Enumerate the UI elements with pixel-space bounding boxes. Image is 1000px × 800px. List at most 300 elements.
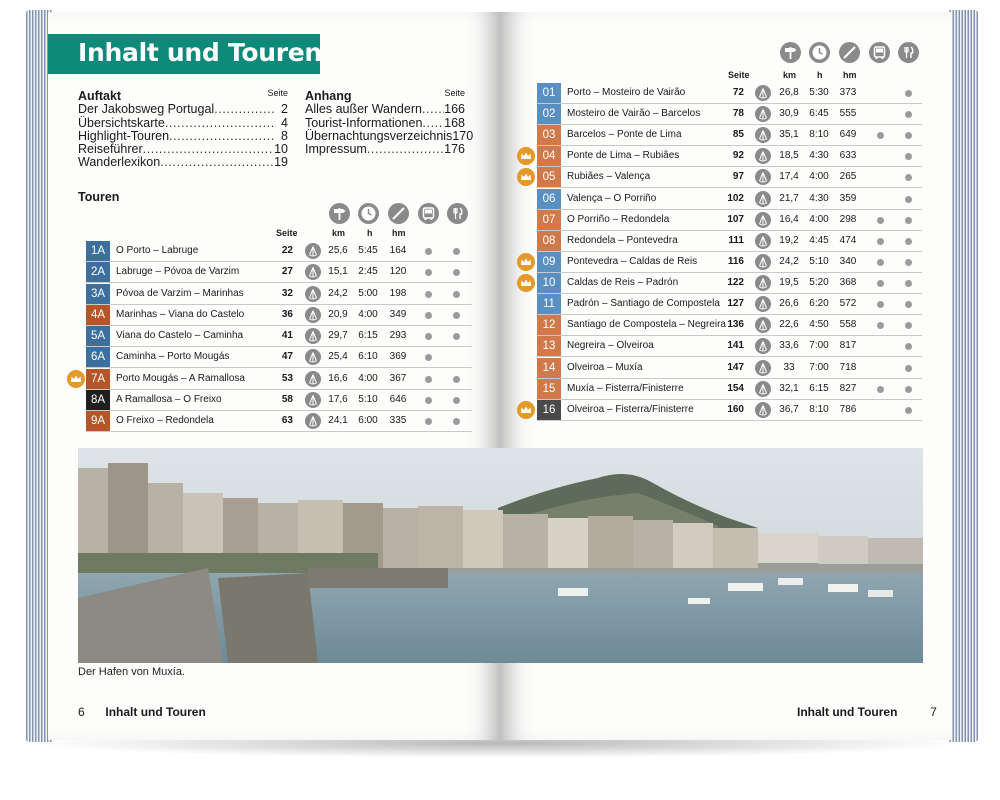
shell-icon	[305, 371, 321, 387]
bus-available-dot	[425, 333, 432, 340]
tour-hm: 474	[839, 234, 857, 246]
shell-icon	[755, 191, 771, 207]
bus-available-dot	[425, 291, 432, 298]
page-title: Inhalt und Touren	[78, 38, 322, 67]
tour-row	[86, 284, 472, 305]
tour-number: 05	[537, 167, 561, 187]
footer-left-page: 6	[78, 705, 85, 719]
tour-page: 27	[281, 266, 293, 278]
tour-page: 136	[727, 319, 744, 331]
right-col-hm: hm	[843, 70, 857, 80]
tour-hm: 120	[389, 266, 407, 278]
tour-km: 19,2	[779, 234, 799, 246]
tour-name: Muxía – Fisterra/Finisterre	[567, 382, 684, 394]
tour-h: 5:45	[358, 245, 378, 256]
tour-hm: 367	[389, 372, 407, 384]
bus-available-dot	[877, 259, 884, 266]
tour-number: 5A	[86, 326, 110, 346]
food-available-dot	[453, 312, 460, 319]
bus-icon	[869, 42, 890, 63]
tour-km: 25,6	[328, 245, 348, 256]
food-available-dot	[905, 365, 912, 372]
tour-row	[537, 167, 922, 188]
tour-row	[537, 400, 922, 421]
tour-hm: 373	[839, 87, 857, 98]
tour-name: Mosteiro de Vairão – Barcelos	[567, 108, 701, 120]
tour-hm: 293	[389, 330, 407, 341]
restaurant-icon	[447, 203, 468, 224]
shell-icon	[755, 148, 771, 164]
toc-item-label: Der Jakobsweg Portugal	[78, 102, 215, 117]
tour-name: Póvoa de Varzim – Marinhas	[116, 287, 244, 299]
highlight-crown-icon	[517, 253, 535, 271]
toc-anhang-item	[305, 117, 465, 130]
left-col-hm: hm	[392, 228, 406, 238]
bus-available-dot	[877, 132, 884, 139]
tour-page: 141	[727, 340, 744, 352]
tour-row	[537, 104, 922, 125]
toc-leader-dots	[214, 103, 276, 116]
food-available-dot	[905, 238, 912, 245]
tour-hm: 369	[389, 351, 407, 363]
tour-h: 8:10	[809, 129, 829, 141]
tour-hm: 335	[389, 415, 407, 426]
tour-name: Valença – O Porriño	[567, 192, 657, 204]
shell-icon	[755, 127, 771, 143]
tour-page: 22	[281, 245, 293, 256]
bus-available-dot	[425, 269, 432, 276]
tour-h: 6:15	[809, 382, 829, 394]
touren-heading: Touren	[78, 190, 120, 204]
tour-name: Caldas de Reis – Padrón	[567, 277, 679, 289]
tour-hm: 817	[839, 340, 857, 352]
toc-anhang	[305, 88, 474, 157]
left-col-seite: Seite	[276, 228, 298, 238]
tour-hm: 558	[839, 319, 857, 331]
shell-icon	[755, 381, 771, 397]
tour-km: 16,6	[328, 372, 348, 384]
tour-name: Redondela – Pontevedra	[567, 234, 678, 246]
tour-page: 127	[727, 298, 744, 310]
tour-hm: 718	[839, 361, 857, 373]
tour-number: 12	[537, 315, 561, 335]
tour-row	[86, 411, 472, 432]
tour-h: 4:00	[809, 213, 829, 225]
tour-h: 4:45	[809, 234, 829, 246]
toc-item-page: 2	[281, 102, 288, 117]
tour-row	[86, 262, 472, 283]
tour-km: 16,4	[779, 213, 799, 225]
tour-hm: 164	[389, 245, 407, 256]
tour-h: 4:30	[809, 192, 829, 204]
tour-km: 19,5	[779, 277, 799, 289]
tour-row	[537, 273, 922, 294]
bus-available-dot	[425, 312, 432, 319]
highlight-crown-icon	[67, 370, 85, 388]
tour-page: 63	[281, 415, 293, 426]
tour-row	[86, 241, 472, 262]
tour-number: 7A	[86, 369, 110, 389]
tour-h: 7:00	[809, 361, 829, 373]
left-col-km: km	[332, 228, 346, 238]
tour-page: 116	[727, 255, 744, 267]
tour-row	[537, 231, 922, 252]
food-available-dot	[905, 196, 912, 203]
tour-page: 36	[281, 308, 293, 320]
food-available-dot	[453, 333, 460, 340]
tour-km: 18,5	[779, 150, 799, 162]
toc-item-page: 170	[452, 128, 474, 143]
footer-left	[78, 705, 206, 719]
tour-row	[86, 390, 472, 411]
tour-row	[86, 347, 472, 368]
footer-right-title: Inhalt und Touren	[797, 705, 898, 719]
tour-number: 03	[537, 125, 561, 145]
food-available-dot	[453, 418, 460, 425]
tour-h: 6:20	[809, 298, 829, 310]
tour-page: 147	[727, 361, 744, 373]
tour-number: 16	[537, 400, 561, 420]
tour-km: 15,1	[328, 266, 348, 278]
left-col-h: h	[367, 228, 373, 238]
tour-km: 26,6	[779, 298, 799, 310]
toc-item-label: Reiseführer	[78, 142, 143, 157]
shell-icon	[755, 212, 771, 228]
tour-page: 111	[728, 234, 744, 246]
tour-km: 29,7	[328, 330, 348, 341]
tour-km: 17,4	[779, 171, 799, 183]
food-available-dot	[905, 153, 912, 160]
right-col-seite: Seite	[728, 70, 750, 80]
tour-h: 5:10	[809, 255, 829, 267]
highlight-crown-icon	[517, 401, 535, 419]
toc-item-page: 166	[444, 102, 465, 117]
toc-item-label: Impressum	[305, 142, 367, 157]
shell-icon	[305, 349, 321, 365]
tour-number: 08	[537, 231, 561, 251]
tour-km: 33,6	[779, 340, 799, 352]
tour-page: 107	[727, 213, 744, 225]
tour-page: 102	[727, 192, 744, 204]
tour-row	[537, 252, 922, 273]
footer-right	[797, 705, 937, 719]
tour-page: 58	[281, 393, 293, 405]
food-available-dot	[905, 132, 912, 139]
tour-h: 8:10	[809, 403, 829, 415]
tour-km: 21,7	[779, 192, 799, 204]
tour-name: Padrón – Santiago de Compostela	[567, 298, 720, 310]
toc-item-label: Wanderlexikon	[78, 155, 161, 170]
tour-km: 24,2	[779, 255, 799, 267]
tour-number: 1A	[86, 241, 110, 261]
shell-icon	[305, 307, 321, 323]
tour-h: 5:10	[358, 393, 378, 405]
bus-available-dot	[425, 418, 432, 425]
toc-auftakt-item	[78, 156, 288, 169]
tour-hm: 349	[389, 308, 407, 320]
toc-item-page: 4	[281, 115, 288, 130]
toc-auftakt-heading: Auftakt	[78, 89, 122, 103]
food-available-dot	[905, 259, 912, 266]
toc-item-page: 168	[444, 115, 465, 130]
tour-hm: 827	[839, 382, 857, 394]
signpost-icon	[780, 42, 801, 63]
toc-leader-dots	[165, 117, 276, 130]
tour-number: 6A	[86, 347, 110, 367]
toc-auftakt-item	[78, 103, 288, 116]
tour-h: 7:00	[809, 340, 829, 352]
tour-number: 14	[537, 358, 561, 378]
tour-page: 85	[732, 129, 744, 141]
tour-page: 41	[281, 330, 293, 341]
tour-name: Rubiães – Valença	[567, 171, 651, 183]
tour-hm: 786	[839, 403, 857, 415]
tour-km: 32,1	[779, 382, 799, 394]
tour-number: 4A	[86, 305, 110, 325]
tour-name: Porto – Mosteiro de Vairão	[567, 87, 686, 98]
toc-auftakt-item	[78, 130, 288, 143]
tour-hm: 368	[839, 277, 857, 289]
right-col-h: h	[817, 70, 823, 80]
shell-icon	[755, 169, 771, 185]
bus-available-dot	[877, 280, 884, 287]
tour-row	[537, 146, 922, 167]
tour-name: Marinhas – Viana do Castelo	[116, 308, 245, 320]
toc-leader-dots	[367, 143, 444, 156]
shell-icon	[755, 360, 771, 376]
food-available-dot	[453, 397, 460, 404]
signpost-icon	[329, 203, 350, 224]
tour-h: 2:45	[358, 266, 378, 278]
tour-number: 04	[537, 146, 561, 166]
toc-anhang-heading: Anhang	[305, 89, 352, 103]
bus-available-dot	[877, 238, 884, 245]
food-available-dot	[453, 248, 460, 255]
tour-km: 26,8	[779, 87, 799, 98]
tour-h: 6:15	[358, 330, 378, 341]
shell-icon	[755, 233, 771, 249]
slope-icon	[839, 42, 860, 63]
tour-row	[86, 369, 472, 390]
toc-item-page: 8	[281, 128, 288, 143]
tour-page: 53	[281, 372, 293, 384]
food-available-dot	[905, 386, 912, 393]
tour-hm: 649	[839, 129, 857, 141]
food-available-dot	[905, 90, 912, 97]
tour-page: 154	[727, 382, 744, 394]
tour-row	[537, 210, 922, 231]
shell-icon	[305, 328, 321, 344]
tour-h: 6:00	[358, 415, 378, 426]
food-available-dot	[453, 376, 460, 383]
tour-row	[537, 315, 922, 336]
tour-number: 3A	[86, 284, 110, 304]
toc-anhang-item	[305, 128, 474, 143]
tour-page: 97	[732, 171, 744, 183]
tour-page: 78	[732, 108, 744, 120]
food-available-dot	[905, 111, 912, 118]
tour-row	[537, 336, 922, 357]
tour-name: Pontevedra – Caldas de Reis	[567, 255, 698, 267]
bus-available-dot	[425, 376, 432, 383]
tour-name: O Porriño – Redondela	[567, 213, 670, 225]
tour-page: 72	[732, 87, 744, 98]
toc-item-label: Highlight-Touren	[78, 128, 170, 143]
food-available-dot	[905, 174, 912, 181]
toc-item-page: 176	[444, 142, 465, 157]
shell-icon	[755, 254, 771, 270]
tour-name: Viana do Castelo – Caminha	[116, 330, 244, 341]
tour-name: Olveiroa – Muxía	[567, 361, 643, 373]
tour-h: 4:00	[358, 308, 378, 320]
tour-km: 33	[783, 361, 795, 373]
tour-row	[537, 358, 922, 379]
tour-km: 36,7	[779, 403, 799, 415]
food-available-dot	[905, 280, 912, 287]
toc-leader-dots	[160, 156, 274, 169]
toc-item-label: Alles außer Wandern	[305, 102, 422, 117]
tour-name: Olveiroa – Fisterra/Finisterre	[567, 403, 694, 415]
food-available-dot	[905, 322, 912, 329]
tour-km: 25,4	[328, 351, 348, 363]
tour-h: 4:50	[809, 319, 829, 331]
tour-name: Ponte de Lima – Rubiães	[567, 150, 680, 162]
shell-icon	[755, 338, 771, 354]
tour-name: Labruge – Póvoa de Varzim	[116, 266, 240, 278]
toc-anhang-item	[305, 143, 465, 156]
toc-item-label: Tourist-Informationen	[305, 115, 423, 130]
shell-icon	[755, 317, 771, 333]
tour-km: 17,6	[328, 393, 348, 405]
food-available-dot	[453, 291, 460, 298]
tour-h: 4:30	[809, 150, 829, 162]
toc-leader-dots	[422, 103, 444, 116]
shell-icon	[755, 106, 771, 122]
tour-page: 32	[281, 287, 293, 299]
bus-available-dot	[877, 217, 884, 224]
footer-left-title: Inhalt und Touren	[105, 705, 206, 719]
tour-name: Santiago de Compostela – Negreira	[567, 319, 726, 331]
bus-available-dot	[877, 386, 884, 393]
tour-km: 22,6	[779, 319, 799, 331]
tour-km: 24,1	[328, 415, 348, 426]
toc-anhang-seite-label: Seite	[444, 88, 465, 98]
tour-hm: 359	[839, 192, 857, 204]
tour-hm: 198	[389, 287, 407, 299]
clock-icon	[358, 203, 379, 224]
shell-icon	[305, 392, 321, 408]
tour-h: 4:00	[809, 171, 829, 183]
toc-item-page: 19	[274, 155, 288, 170]
shell-icon	[755, 275, 771, 291]
tour-page: 47	[281, 351, 293, 363]
bus-icon	[418, 203, 439, 224]
highlight-crown-icon	[517, 168, 535, 186]
tour-row	[537, 125, 922, 146]
tour-hm: 340	[839, 255, 857, 267]
highlight-crown-icon	[517, 274, 535, 292]
tour-km: 35,1	[779, 129, 799, 141]
tour-number: 07	[537, 210, 561, 230]
tour-h: 6:45	[809, 108, 829, 120]
tour-name: Porto Mougás – A Ramallosa	[116, 372, 245, 384]
tour-number: 11	[537, 294, 561, 314]
slope-icon	[388, 203, 409, 224]
tour-hm: 298	[839, 213, 857, 225]
toc-auftakt-item	[78, 117, 288, 130]
tour-h: 6:10	[358, 351, 378, 363]
toc-leader-dots	[169, 130, 276, 143]
restaurant-icon	[898, 42, 919, 63]
tour-h: 5:00	[358, 287, 378, 299]
shell-icon	[305, 243, 321, 259]
harbor-photo	[78, 448, 923, 663]
tour-hm: 572	[839, 298, 857, 310]
tour-number: 10	[537, 273, 561, 293]
right-col-km: km	[783, 70, 797, 80]
bus-available-dot	[425, 248, 432, 255]
tour-row	[537, 189, 922, 210]
tour-number: 09	[537, 252, 561, 272]
toc-item-label: Übernachtungsverzeichnis	[305, 128, 453, 143]
tour-km: 24,2	[328, 287, 348, 299]
food-available-dot	[453, 269, 460, 276]
tour-h: 4:00	[358, 372, 378, 384]
tour-number: 15	[537, 379, 561, 399]
tour-number: 8A	[86, 390, 110, 410]
tour-row	[86, 326, 472, 347]
food-available-dot	[905, 407, 912, 414]
toc-item-label: Übersichtskarte	[78, 115, 165, 130]
tour-name: Negreira – Olveiroa	[567, 340, 654, 352]
tour-h: 5:30	[809, 87, 829, 98]
bus-available-dot	[877, 322, 884, 329]
shell-icon	[305, 264, 321, 280]
tour-hm: 265	[839, 171, 857, 183]
shell-icon	[305, 413, 321, 429]
food-available-dot	[905, 301, 912, 308]
tour-row	[86, 305, 472, 326]
tour-page: 160	[727, 403, 744, 415]
tour-number: 9A	[86, 411, 110, 431]
photo-caption: Der Hafen von Muxía.	[78, 666, 185, 678]
tour-km: 20,9	[328, 308, 348, 320]
clock-icon	[809, 42, 830, 63]
tour-number: 2A	[86, 262, 110, 282]
tour-hm: 633	[839, 150, 857, 162]
tour-km: 30,9	[779, 108, 799, 120]
tour-h: 5:20	[809, 277, 829, 289]
food-available-dot	[905, 217, 912, 224]
footer-right-page: 7	[930, 705, 937, 719]
tour-name: O Porto – Labruge	[116, 245, 199, 256]
toc-auftakt-item	[78, 143, 288, 156]
tour-page: 122	[727, 277, 744, 289]
tour-number: 06	[537, 189, 561, 209]
shell-icon	[755, 402, 771, 418]
toc-auftakt-seite-label: Seite	[267, 88, 288, 98]
bus-available-dot	[877, 301, 884, 308]
bus-available-dot	[425, 397, 432, 404]
bus-available-dot	[425, 354, 432, 361]
toc-auftakt	[78, 90, 288, 170]
tour-hm: 646	[389, 393, 407, 405]
tour-name: Caminha – Porto Mougás	[116, 351, 230, 363]
tour-row	[537, 294, 922, 315]
toc-item-page: 10	[274, 142, 288, 157]
tour-number: 13	[537, 336, 561, 356]
tour-page: 92	[732, 150, 744, 162]
